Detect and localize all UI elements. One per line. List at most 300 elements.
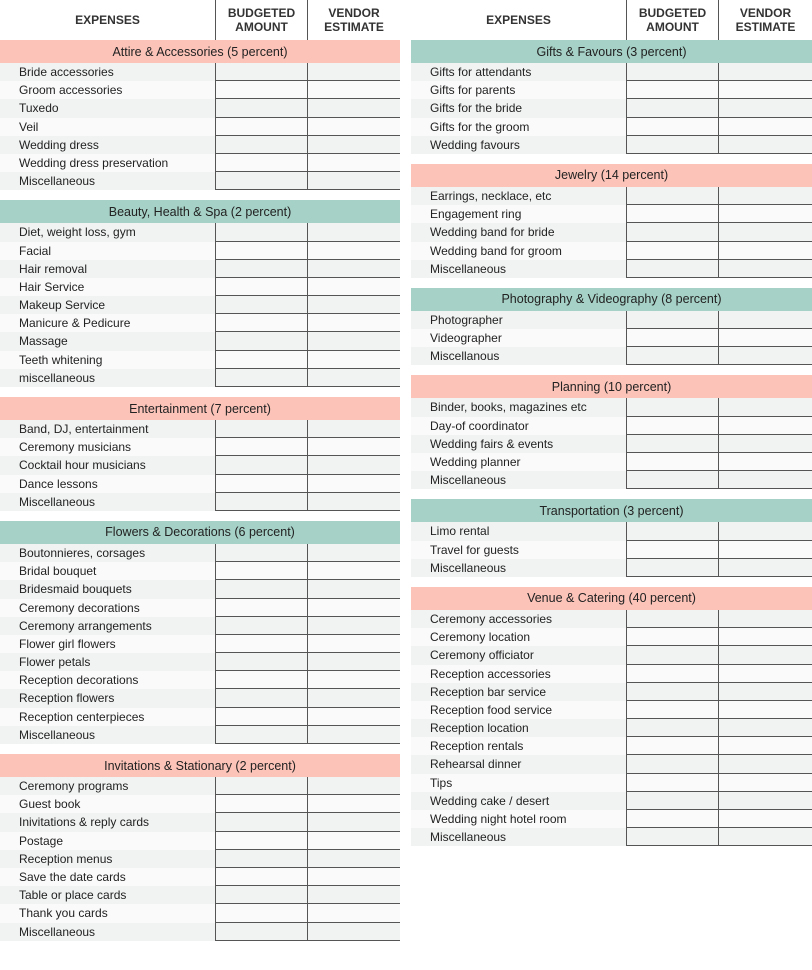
expense-label: Ceremony arrangements: [19, 618, 152, 633]
expense-label: Band, DJ, entertainment: [19, 422, 149, 436]
budgeted-amount-cell[interactable]: [626, 453, 718, 471]
table-row: [411, 136, 812, 154]
vendor-estimate-cell[interactable]: [307, 278, 400, 296]
vendor-estimate-cell[interactable]: [718, 260, 812, 278]
section-title: Entertainment (7 percent): [0, 397, 400, 420]
vendor-estimate-cell[interactable]: [307, 223, 400, 241]
budgeted-amount-cell[interactable]: [626, 755, 718, 773]
section-title: Planning (10 percent): [411, 375, 812, 398]
vendor-estimate-cell[interactable]: [307, 635, 400, 653]
vendor-estimate-cell[interactable]: [718, 223, 812, 241]
vendor-estimate-cell[interactable]: [718, 559, 812, 577]
vendor-estimate-cell[interactable]: [307, 475, 400, 493]
expense-label: Miscellaneous: [19, 924, 96, 939]
budgeted-amount-cell[interactable]: [626, 628, 718, 646]
expense-section: [0, 40, 400, 190]
expense-label: Miscellaneous: [430, 261, 507, 276]
vendor-estimate-cell[interactable]: [307, 81, 400, 99]
table-row: [0, 81, 400, 99]
vendor-estimate-cell[interactable]: [718, 187, 812, 205]
budgeted-amount-cell[interactable]: [626, 719, 718, 737]
budgeted-amount-cell[interactable]: [626, 205, 718, 223]
table-row: [0, 63, 400, 81]
budgeted-amount-cell[interactable]: [626, 398, 718, 416]
expense-label: Wedding band for bride: [430, 225, 555, 240]
vendor-estimate-cell[interactable]: [718, 522, 812, 540]
expense-label: Dance lessons: [19, 476, 98, 491]
budgeted-amount-cell[interactable]: [215, 332, 307, 350]
budgeted-amount-cell[interactable]: [215, 635, 307, 653]
budgeted-amount-cell[interactable]: [215, 223, 307, 241]
vendor-estimate-cell[interactable]: [718, 63, 812, 81]
vendor-estimate-cell[interactable]: [307, 726, 400, 744]
expense-label: miscellaneous: [19, 370, 96, 385]
expense-label: Ceremony officiator: [430, 648, 534, 663]
vendor-estimate-cell[interactable]: [718, 417, 812, 435]
table-row: [0, 923, 400, 941]
vendor-estimate-cell[interactable]: [718, 737, 812, 755]
vendor-estimate-cell[interactable]: [307, 296, 400, 314]
table-row: [0, 351, 400, 369]
expense-label: Ceremony musicians: [19, 440, 132, 455]
vendor-estimate-cell[interactable]: [307, 617, 400, 635]
budgeted-amount-cell[interactable]: [215, 242, 307, 260]
vendor-estimate-cell[interactable]: [718, 453, 812, 471]
vendor-estimate-cell[interactable]: [307, 63, 400, 81]
expense-rows: [411, 398, 812, 489]
table-row: [0, 278, 400, 296]
table-row: [0, 795, 400, 813]
budgeted-amount-cell[interactable]: [626, 646, 718, 664]
expense-label: Massage: [19, 334, 68, 349]
table-row: [0, 456, 400, 474]
vendor-estimate-cell[interactable]: [718, 541, 812, 559]
vendor-estimate-cell[interactable]: [307, 599, 400, 617]
table-row: [0, 850, 400, 868]
section-title: Venue & Catering (40 percent): [411, 587, 812, 610]
table-row: [411, 347, 812, 365]
expense-label: Cocktail hour musicians: [19, 458, 146, 473]
expense-rows: [411, 187, 812, 278]
vendor-estimate-cell[interactable]: [718, 755, 812, 773]
budgeted-amount-cell[interactable]: [215, 653, 307, 671]
vendor-estimate-cell[interactable]: [307, 580, 400, 598]
budgeted-amount-cell[interactable]: [626, 559, 718, 577]
table-row: [0, 314, 400, 332]
budgeted-amount-cell[interactable]: [215, 580, 307, 598]
table-row: [411, 205, 812, 223]
expense-rows: [0, 223, 400, 387]
budgeted-amount-cell[interactable]: [215, 438, 307, 456]
expenses-header: EXPENSES: [75, 13, 140, 27]
budgeted-amount-cell[interactable]: [215, 63, 307, 81]
budgeted-amount-cell[interactable]: [215, 369, 307, 387]
budgeted-amount-cell[interactable]: [626, 610, 718, 628]
section-title: Gifts & Favours (3 percent): [411, 40, 812, 63]
table-row: [0, 420, 400, 438]
vendor-estimate-cell[interactable]: [307, 242, 400, 260]
budgeted-amount-cell[interactable]: [215, 99, 307, 117]
table-row: [0, 544, 400, 562]
expense-label: Reception centerpieces: [19, 709, 145, 724]
expense-label: Reception flowers: [19, 691, 115, 706]
budgeted-amount-cell[interactable]: [215, 493, 307, 511]
expense-section: [411, 375, 812, 489]
expense-label: Gifts for the bride: [430, 101, 523, 116]
budgeted-amount-cell[interactable]: [626, 311, 718, 329]
expense-label: Reception menus: [19, 851, 113, 866]
section-title: Flowers & Decorations (6 percent): [0, 521, 400, 544]
budgeted-amount-cell[interactable]: [215, 154, 307, 172]
budgeted-amount-cell[interactable]: [626, 522, 718, 540]
budgeted-amount-cell[interactable]: [626, 347, 718, 365]
budgeted-amount-cell[interactable]: [626, 737, 718, 755]
budgeted-amount-cell[interactable]: [215, 671, 307, 689]
table-row: [411, 435, 812, 453]
budgeted-amount-header: BUDGETED AMOUNT: [215, 0, 307, 40]
budgeted-amount-cell[interactable]: [626, 683, 718, 701]
section-title: Invitations & Stationary (2 percent): [0, 754, 400, 777]
table-row: [0, 136, 400, 154]
expense-label: Binder, books, magazines etc: [430, 400, 587, 415]
vendor-estimate-cell[interactable]: [307, 795, 400, 813]
budgeted-amount-cell[interactable]: [626, 792, 718, 810]
vendor-estimate-cell[interactable]: [307, 671, 400, 689]
budgeted-amount-cell[interactable]: [626, 242, 718, 260]
table-row: [0, 296, 400, 314]
expense-label: Travel for guests: [430, 542, 519, 557]
vendor-estimate-cell[interactable]: [718, 646, 812, 664]
expense-label: Diet, weight loss, gym: [19, 225, 136, 240]
budgeted-amount-header: BUDGETED AMOUNT: [626, 0, 718, 40]
budgeted-amount-cell[interactable]: [215, 923, 307, 941]
budgeted-amount-cell[interactable]: [626, 774, 718, 792]
expense-label: Miscellaneous: [19, 494, 96, 509]
table-row: [411, 774, 812, 792]
vendor-estimate-cell[interactable]: [307, 813, 400, 831]
table-row: [0, 726, 400, 744]
expense-label: Wedding night hotel room: [430, 812, 567, 826]
expense-label: Videographer: [430, 331, 502, 346]
vendor-estimate-cell[interactable]: [307, 777, 400, 795]
expense-label: Bride accessories: [19, 65, 114, 79]
expense-label: Manicure & Pedicure: [19, 316, 131, 331]
vendor-estimate-cell[interactable]: [718, 81, 812, 99]
expense-rows: [0, 544, 400, 744]
table-row: [0, 154, 400, 172]
vendor-estimate-cell[interactable]: [307, 904, 400, 922]
vendor-estimate-cell[interactable]: [718, 435, 812, 453]
vendor-estimate-cell[interactable]: [307, 369, 400, 387]
expense-rows: [411, 522, 812, 577]
table-row: [0, 617, 400, 635]
expense-label: Ceremony programs: [19, 779, 129, 793]
budgeted-amount-cell[interactable]: [626, 665, 718, 683]
expense-label: Limo rental: [430, 524, 490, 539]
table-row: [0, 868, 400, 886]
table-row: [0, 438, 400, 456]
table-row: [0, 242, 400, 260]
budgeted-amount-cell[interactable]: [215, 314, 307, 332]
budgeted-amount-cell[interactable]: [626, 118, 718, 136]
expense-label: Miscellaneous: [19, 727, 96, 742]
vendor-estimate-cell[interactable]: [307, 923, 400, 941]
budgeted-amount-cell[interactable]: [626, 81, 718, 99]
expense-label: Facial: [19, 243, 52, 258]
budgeted-amount-cell[interactable]: [215, 599, 307, 617]
expense-label: Wedding band for groom: [430, 243, 562, 258]
expense-label: Gifts for attendants: [430, 65, 532, 79]
expense-label: Miscellaneous: [430, 830, 507, 845]
table-row: [411, 453, 812, 471]
budgeted-amount-cell[interactable]: [215, 475, 307, 493]
table-row: [0, 671, 400, 689]
budgeted-amount-cell[interactable]: [215, 868, 307, 886]
budgeted-amount-cell[interactable]: [626, 99, 718, 117]
vendor-estimate-cell[interactable]: [307, 653, 400, 671]
table-row: [411, 398, 812, 416]
vendor-estimate-cell[interactable]: [307, 886, 400, 904]
budgeted-amount-cell[interactable]: [626, 435, 718, 453]
expense-rows: [411, 311, 812, 366]
budgeted-amount-cell[interactable]: [215, 617, 307, 635]
right-budget-column: [411, 0, 812, 856]
budgeted-amount-cell[interactable]: [626, 223, 718, 241]
table-row: [0, 223, 400, 241]
vendor-estimate-cell[interactable]: [718, 118, 812, 136]
budgeted-amount-cell[interactable]: [626, 329, 718, 347]
vendor-estimate-cell[interactable]: [307, 99, 400, 117]
budgeted-amount-cell[interactable]: [215, 562, 307, 580]
budgeted-amount-cell[interactable]: [215, 777, 307, 795]
table-row: [0, 777, 400, 795]
expense-label: Miscellaneous: [430, 473, 507, 488]
expense-label: Ceremony decorations: [19, 600, 140, 615]
budgeted-amount-cell[interactable]: [626, 541, 718, 559]
table-row: [0, 689, 400, 707]
column-header: [411, 0, 812, 40]
expense-label: Day-of coordinator: [430, 418, 529, 433]
budgeted-amount-cell[interactable]: [215, 850, 307, 868]
budgeted-amount-cell[interactable]: [215, 726, 307, 744]
budgeted-amount-cell[interactable]: [215, 260, 307, 278]
section-title: Transportation (3 percent): [411, 499, 812, 522]
vendor-estimate-cell[interactable]: [307, 493, 400, 511]
vendor-estimate-cell[interactable]: [307, 154, 400, 172]
table-row: [411, 541, 812, 559]
vendor-estimate-cell[interactable]: [307, 544, 400, 562]
table-row: [0, 475, 400, 493]
expense-label: Rehearsal dinner: [430, 757, 522, 772]
vendor-estimate-cell[interactable]: [307, 420, 400, 438]
expense-section: [411, 40, 812, 154]
budgeted-amount-cell[interactable]: [215, 351, 307, 369]
table-row: [411, 719, 812, 737]
budgeted-amount-cell[interactable]: [215, 904, 307, 922]
vendor-estimate-cell[interactable]: [718, 719, 812, 737]
expense-section: [411, 499, 812, 577]
budgeted-amount-cell[interactable]: [215, 689, 307, 707]
expense-label: Miscellaneous: [19, 174, 96, 189]
table-row: [0, 832, 400, 850]
vendor-estimate-cell[interactable]: [307, 118, 400, 136]
vendor-estimate-cell[interactable]: [718, 311, 812, 329]
budgeted-amount-cell[interactable]: [215, 544, 307, 562]
table-row: [411, 628, 812, 646]
budgeted-amount-cell[interactable]: [626, 136, 718, 154]
expense-section: [0, 397, 400, 511]
vendor-estimate-cell[interactable]: [307, 708, 400, 726]
budgeted-amount-cell[interactable]: [215, 795, 307, 813]
table-row: [411, 683, 812, 701]
expense-rows: [411, 63, 812, 154]
vendor-estimate-cell[interactable]: [307, 562, 400, 580]
vendor-estimate-cell[interactable]: [307, 260, 400, 278]
table-row: [411, 329, 812, 347]
vendor-estimate-cell[interactable]: [307, 868, 400, 886]
budgeted-amount-cell[interactable]: [215, 296, 307, 314]
budgeted-amount-cell[interactable]: [215, 278, 307, 296]
expense-label: Flower girl flowers: [19, 636, 116, 651]
left-sections: [0, 40, 400, 941]
vendor-estimate-cell[interactable]: [307, 172, 400, 190]
vendor-estimate-cell[interactable]: [718, 329, 812, 347]
vendor-estimate-cell[interactable]: [718, 774, 812, 792]
expense-section: [411, 587, 812, 846]
budgeted-amount-cell[interactable]: [626, 63, 718, 81]
budgeted-amount-cell[interactable]: [215, 886, 307, 904]
budgeted-amount-cell[interactable]: [215, 81, 307, 99]
expense-label: Gifts for the groom: [430, 119, 530, 134]
expense-label: Gifts for parents: [430, 83, 516, 98]
table-row: [0, 562, 400, 580]
expense-label: Teeth whitening: [19, 352, 103, 367]
vendor-estimate-cell[interactable]: [718, 683, 812, 701]
expense-rows: [0, 63, 400, 190]
table-row: [411, 63, 812, 81]
expense-label: Bridesmaid bouquets: [19, 582, 132, 597]
budgeted-amount-cell[interactable]: [626, 701, 718, 719]
expense-rows: [411, 610, 812, 846]
expense-label: Wedding dress preservation: [19, 155, 169, 170]
vendor-estimate-cell[interactable]: [718, 701, 812, 719]
table-row: [0, 599, 400, 617]
expense-rows: [0, 420, 400, 511]
vendor-estimate-cell[interactable]: [718, 665, 812, 683]
vendor-estimate-cell[interactable]: [307, 314, 400, 332]
table-row: [411, 828, 812, 846]
expense-label: Photographer: [430, 312, 503, 327]
expense-label: Earrings, necklace, etc: [430, 188, 552, 203]
table-row: [0, 653, 400, 671]
table-row: [411, 755, 812, 773]
vendor-estimate-cell[interactable]: [307, 332, 400, 350]
table-row: [411, 610, 812, 628]
table-row: [0, 118, 400, 136]
vendor-estimate-cell[interactable]: [718, 628, 812, 646]
vendor-estimate-cell[interactable]: [307, 832, 400, 850]
budgeted-amount-cell[interactable]: [215, 172, 307, 190]
table-row: [0, 369, 400, 387]
expense-label: Ceremony location: [430, 630, 531, 645]
expense-label: Tuxedo: [19, 101, 59, 116]
expense-label: Table or place cards: [19, 888, 127, 903]
budgeted-amount-cell[interactable]: [626, 187, 718, 205]
expense-label: Engagement ring: [430, 207, 522, 222]
expense-label: Wedding dress: [19, 137, 99, 152]
table-row: [411, 187, 812, 205]
budgeted-amount-cell[interactable]: [626, 417, 718, 435]
vendor-estimate-cell[interactable]: [307, 850, 400, 868]
section-title: Jewelry (14 percent): [411, 164, 812, 187]
left-budget-column: [0, 0, 400, 951]
table-row: [0, 635, 400, 653]
table-row: [411, 665, 812, 683]
expense-label: Reception bar service: [430, 684, 547, 699]
budgeted-amount-cell[interactable]: [626, 828, 718, 846]
budgeted-amount-cell[interactable]: [215, 813, 307, 831]
expense-label: Hair Service: [19, 279, 85, 294]
vendor-estimate-cell[interactable]: [718, 242, 812, 260]
vendor-estimate-cell[interactable]: [307, 351, 400, 369]
expense-rows: [0, 777, 400, 941]
expense-label: Wedding cake / desert: [430, 793, 550, 808]
budgeted-amount-cell[interactable]: [215, 708, 307, 726]
budgeted-amount-cell[interactable]: [626, 810, 718, 828]
vendor-estimate-cell[interactable]: [718, 810, 812, 828]
expense-label: Thank you cards: [19, 906, 108, 921]
budgeted-amount-cell[interactable]: [215, 118, 307, 136]
vendor-estimate-cell[interactable]: [718, 610, 812, 628]
table-row: [0, 886, 400, 904]
table-row: [411, 81, 812, 99]
vendor-estimate-cell[interactable]: [718, 205, 812, 223]
vendor-estimate-cell[interactable]: [718, 398, 812, 416]
expense-label: Makeup Service: [19, 298, 106, 313]
expense-label: Boutonnieres, corsages: [19, 545, 146, 560]
budgeted-amount-cell[interactable]: [215, 420, 307, 438]
vendor-estimate-cell[interactable]: [307, 689, 400, 707]
vendor-estimate-cell[interactable]: [307, 438, 400, 456]
table-row: [411, 737, 812, 755]
budgeted-amount-cell[interactable]: [215, 456, 307, 474]
table-row: [0, 260, 400, 278]
vendor-estimate-cell[interactable]: [307, 456, 400, 474]
table-row: [411, 471, 812, 489]
vendor-estimate-cell[interactable]: [718, 99, 812, 117]
expense-section: [411, 164, 812, 278]
budgeted-amount-cell[interactable]: [215, 832, 307, 850]
vendor-estimate-cell[interactable]: [307, 136, 400, 154]
vendor-estimate-cell[interactable]: [718, 828, 812, 846]
expense-section: [411, 288, 812, 366]
budgeted-amount-cell[interactable]: [626, 260, 718, 278]
vendor-estimate-cell[interactable]: [718, 792, 812, 810]
table-row: [411, 242, 812, 260]
vendor-estimate-cell[interactable]: [718, 471, 812, 489]
vendor-estimate-cell[interactable]: [718, 347, 812, 365]
expense-label: Groom accessories: [19, 83, 123, 98]
expense-section: [0, 521, 400, 744]
vendor-estimate-cell[interactable]: [718, 136, 812, 154]
table-row: [0, 493, 400, 511]
table-row: [411, 260, 812, 278]
expense-section: [0, 754, 400, 941]
budgeted-amount-cell[interactable]: [626, 471, 718, 489]
expense-label: Reception rentals: [430, 739, 524, 754]
budgeted-amount-cell[interactable]: [215, 136, 307, 154]
table-row: [411, 118, 812, 136]
